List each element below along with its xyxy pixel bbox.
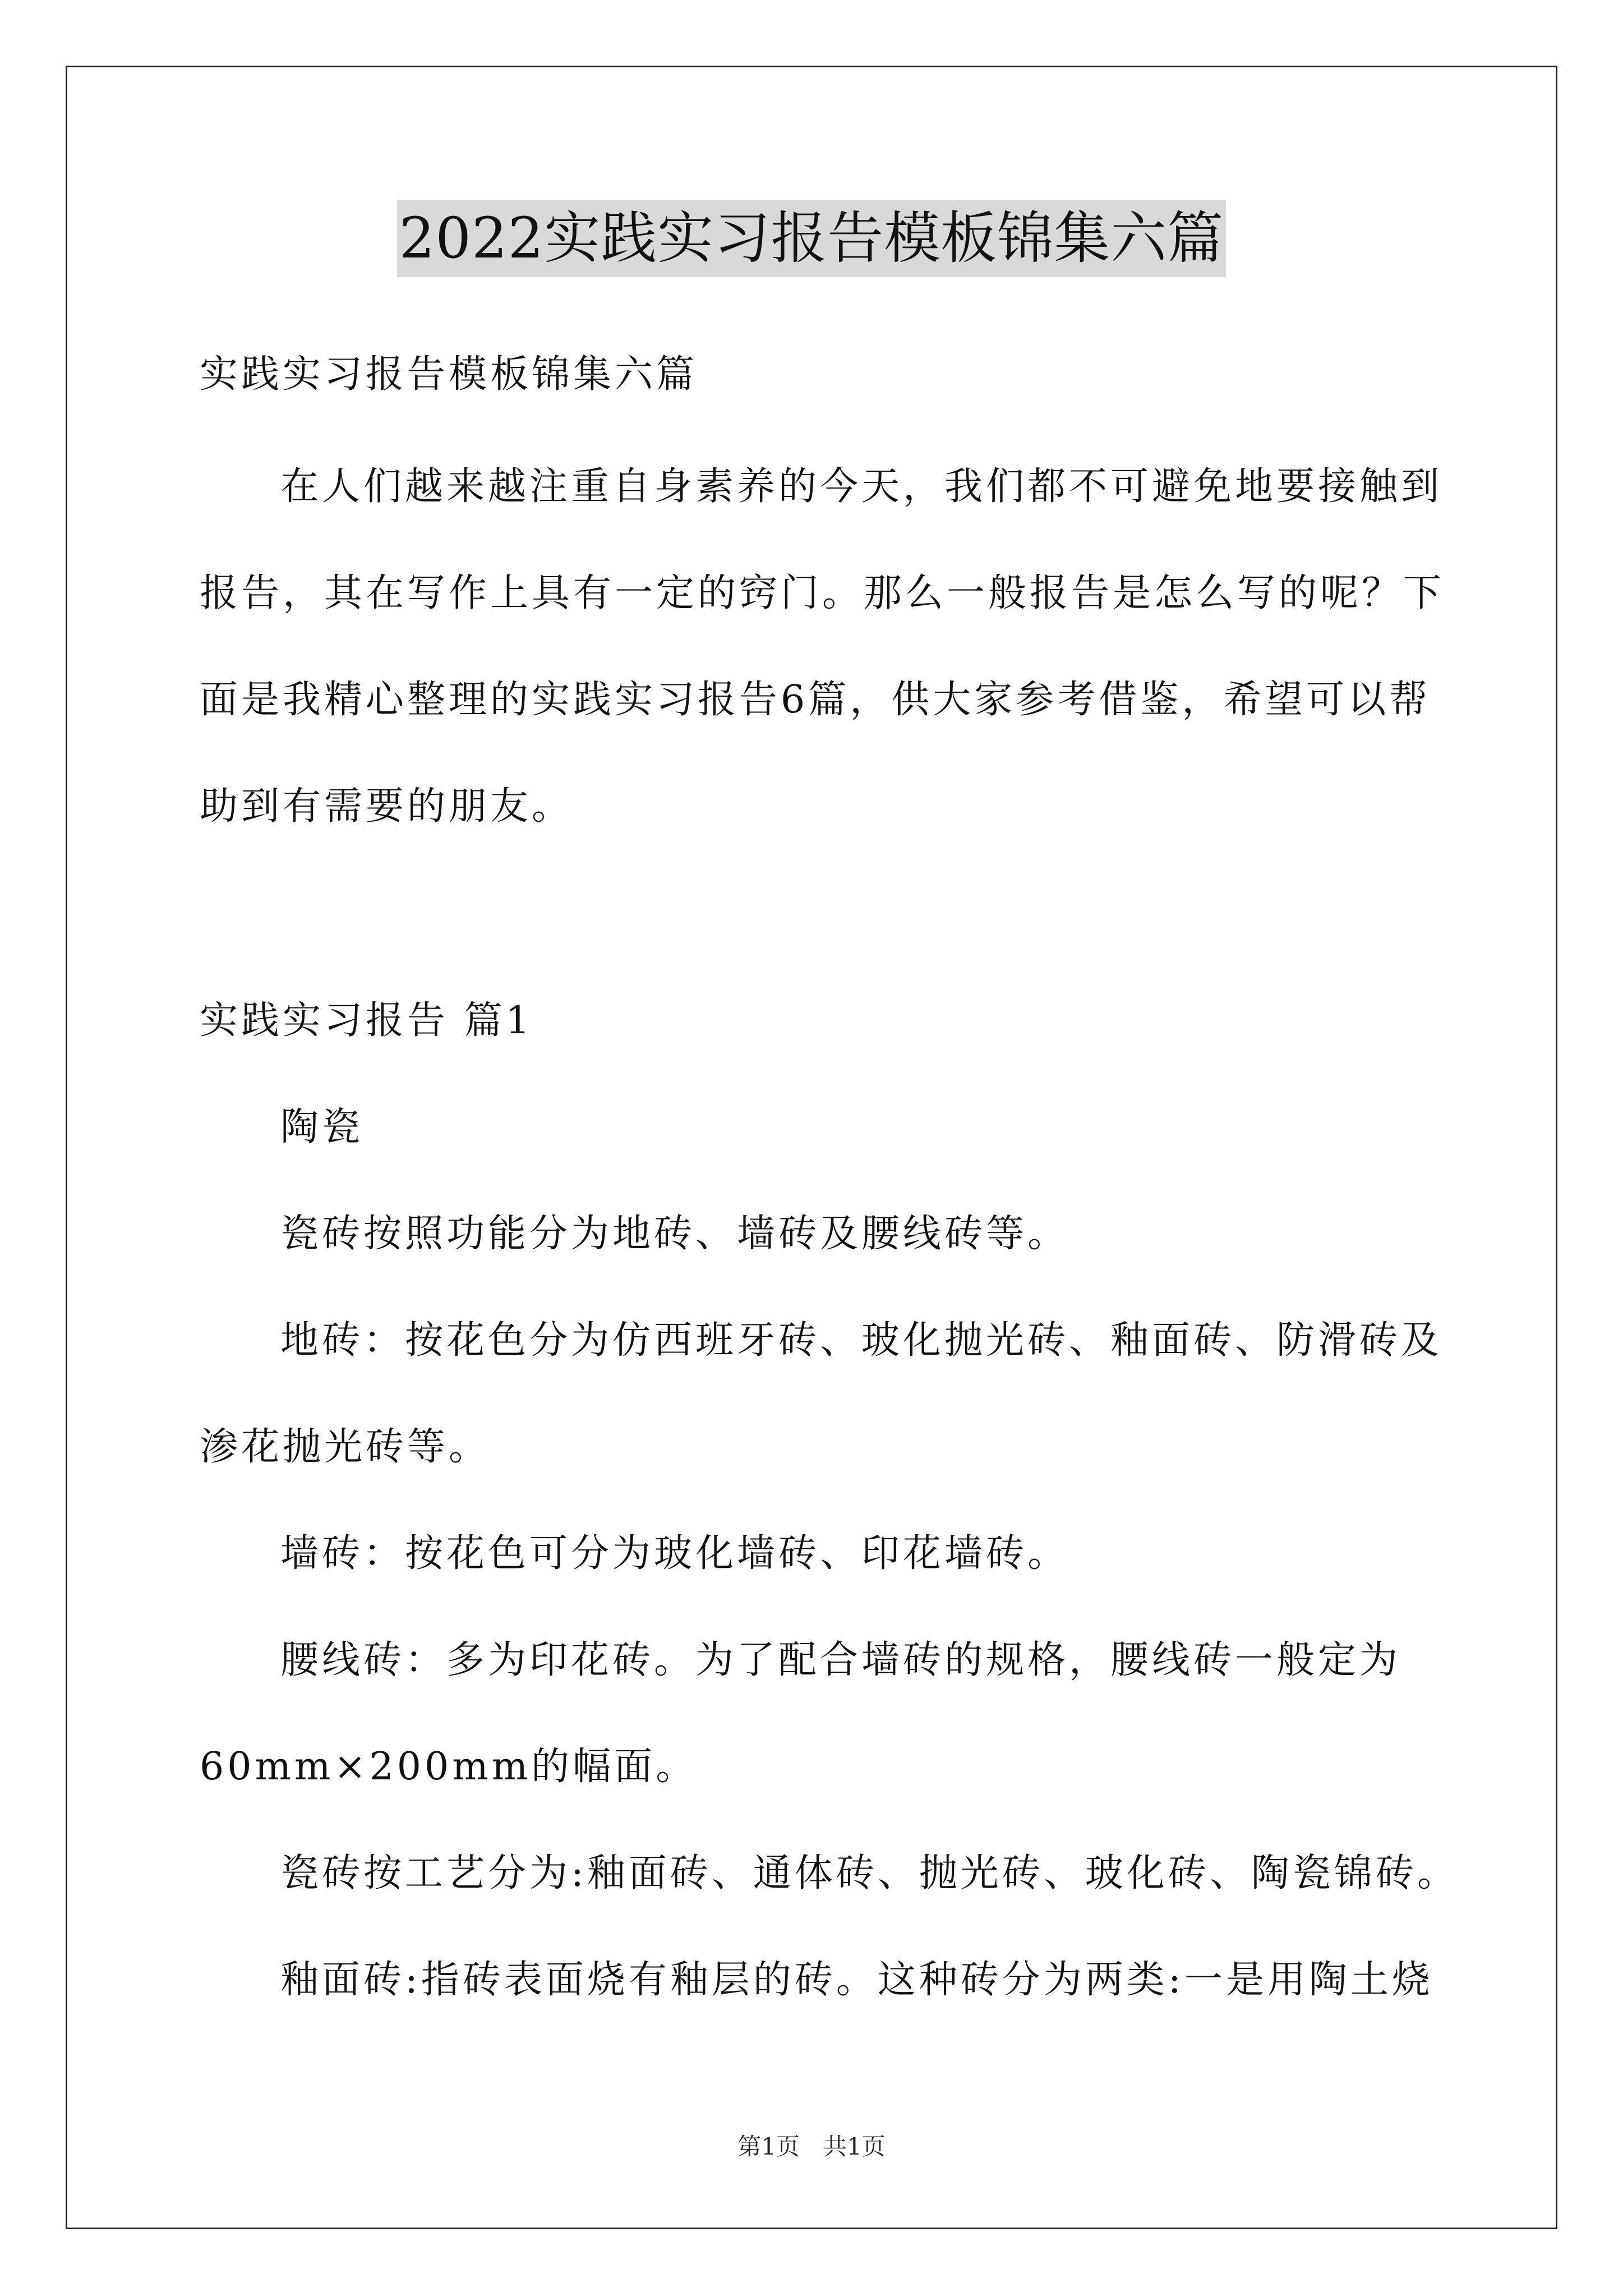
- body-line: 瓷砖按照功能分为地砖、墙砖及腰线砖等。: [280, 1212, 1069, 1256]
- section-heading: 实践实习报告 篇1: [200, 999, 533, 1043]
- body-line: 釉面砖:指砖表面烧有釉层的砖。这种砖分为两类:一是用陶土烧: [280, 1958, 1433, 2002]
- document-subtitle: 实践实习报告模板锦集六篇: [200, 352, 698, 397]
- body-line: 陶瓷: [280, 1105, 364, 1149]
- body-line: 墙砖：按花色可分为玻化墙砖、印花墙砖。: [280, 1531, 1069, 1576]
- intro-line: 助到有需要的朋友。: [200, 784, 574, 829]
- body-line: 渗花抛光砖等。: [200, 1425, 491, 1469]
- body-line: 瓷砖按工艺分为:釉面砖、通体砖、抛光砖、玻化砖、陶瓷锦砖。: [280, 1851, 1459, 1895]
- body-line: 60mm×200mm的幅面。: [200, 1745, 698, 1789]
- intro-line: 面是我精心整理的实践实习报告6篇，供大家参考借鉴，希望可以帮: [200, 678, 1431, 722]
- intro-line: 在人们越来越注重自身素养的今天，我们都不可避免地要接触到: [280, 464, 1443, 509]
- page-footer: 第1页 共1页: [737, 2133, 886, 2160]
- body-line: 腰线砖：多为印花砖。为了配合墙砖的规格，腰线砖一般定为: [280, 1638, 1401, 1682]
- title-container: [0, 200, 1623, 277]
- intro-line: 报告，其在写作上具有一定的窍门。那么一般报告是怎么写的呢？下: [200, 571, 1445, 615]
- body-line: 地砖：按花色分为仿西班牙砖、玻化抛光砖、釉面砖、防滑砖及: [280, 1318, 1443, 1363]
- document-title: 2022实践实习报告模板锦集六篇: [397, 200, 1227, 277]
